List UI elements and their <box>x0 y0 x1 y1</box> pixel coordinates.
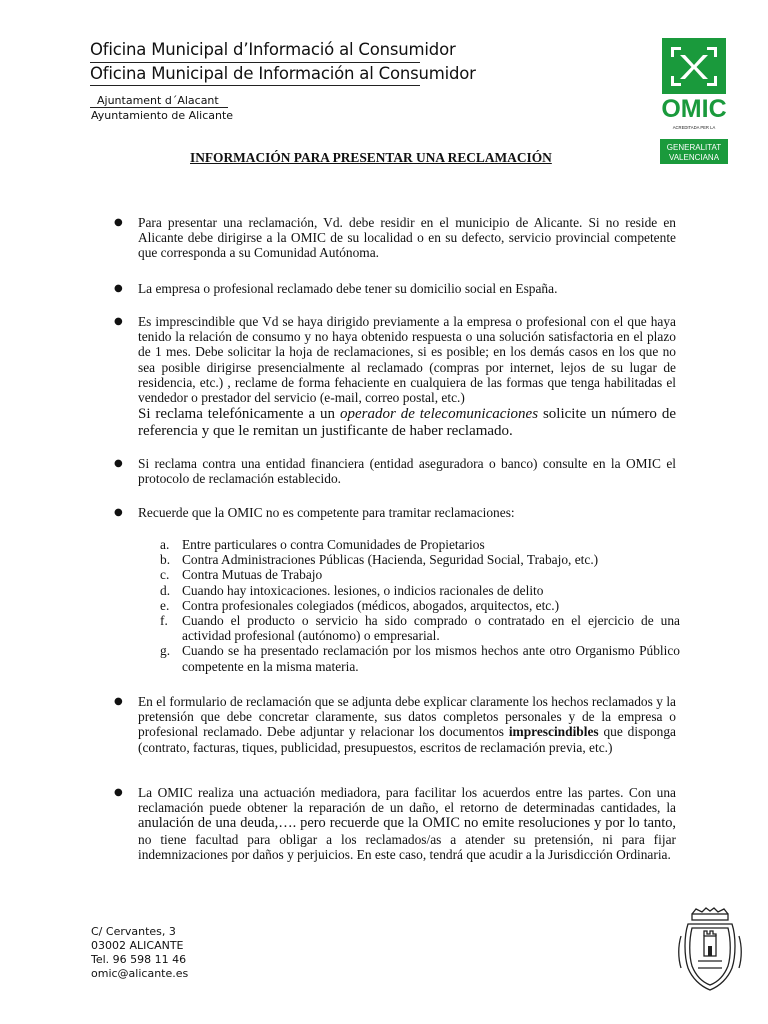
list-item <box>160 583 680 598</box>
list-item-text: Cuando hay intoxicaciones. lesiones, o indicios racionales de delito <box>182 582 544 598</box>
footer-address: C/ Cervantes, 3 <box>91 925 176 938</box>
list-item <box>160 643 680 673</box>
not-competent-list <box>160 537 680 674</box>
list-item <box>160 537 680 552</box>
header-line-2: Oficina Municipal de Información al Consumidor <box>90 64 476 83</box>
form-text-b: que disponga (contrato, facturas, tiques, publicidad, presupuestos, escritos de reclamación previa, etc.) <box>138 724 676 755</box>
bullet-icon: ● <box>114 458 123 469</box>
header-rule-3 <box>90 107 228 108</box>
paragraph-form <box>138 694 676 755</box>
omic-logo <box>658 38 730 166</box>
header-sub-2: Ayuntamiento de Alicante <box>91 109 234 122</box>
telecom-note-emphasis: operador de telecomunicaciones <box>339 406 539 423</box>
page-title: INFORMACIÓN PARA PRESENTAR UNA RECLAMACIÓN <box>190 150 552 165</box>
list-item <box>160 613 680 643</box>
footer-email: omic@alicante.es <box>91 967 189 980</box>
previous-claim-text: Es imprescindible que Vd se haya dirigido previamente a la empresa o profesional con el que haya tenido la relación de consumo y no haya obtenido respuesta o una solución satisfactoria en el plazo de 1 mes. Debe solicitar la hoja de reclamaciones, si es posible; en los demás casos en los que no sea posible dirigirse presencialmente al reclamado (compras por internet, lejos de su lugar de residencia, etc.) , reclame de forma fehaciente en cualquiera de las formas que tenga habilitadas el vendedor o prestador del servicio (e-mail, correo postal, etc.) <box>138 314 676 406</box>
list-item <box>160 567 680 582</box>
form-text-a: En el formulario de reclamación que se adjunta debe explicar claramente los hechos reclamados y la pretensión que debe concretar claramente, sus datos completos personales y de la empresa o profesional reclamado. Debe adjuntar y relacionar los documentos <box>138 694 676 740</box>
logo-badge-line1: GENERALITAT <box>666 143 722 152</box>
list-item-label: a. <box>160 537 170 552</box>
list-item-text: Entre particulares o contra Comunidades de Propietarios <box>182 537 485 552</box>
logo-badge-line2: VALENCIANA <box>668 153 720 162</box>
list-item-text: Contra profesionales colegiados (médicos, abogados, arquitectos, etc.) <box>182 597 560 613</box>
mediation-text-b: anulación de una deuda,…. pero recuerde que la OMIC no emite resoluciones y por lo tanto, <box>138 815 676 832</box>
logo-tagline: ACREDITADA PER LA <box>672 125 716 130</box>
list-item-label: d. <box>160 582 171 598</box>
paragraph-previous-claim <box>138 314 676 440</box>
bullet-icon: ● <box>114 507 123 518</box>
list-item-label: c. <box>160 567 170 583</box>
mediation-text-c: no tiene facultad para obligar a los reclamados/as a atender su pretensión, ni para fijar indemnizaciones por daños y perjuicios. En este caso, tendrá que acudir a la Jurisdicción Ordinaria. <box>138 831 676 862</box>
coat-of-arms-icon <box>678 906 742 994</box>
list-item-label: f. <box>160 613 168 629</box>
paragraph-residence: Para presentar una reclamación, Vd. debe residir en el municipio de Alicante. Si no reside en Alicante debe dirigirse a la OMIC de su localidad o en su defecto, servicio provincial competente que corresponda a su Comunidad Autónoma. <box>138 215 676 261</box>
header-rule-2 <box>90 85 420 86</box>
bullet-icon: ● <box>114 283 123 294</box>
list-item-label: e. <box>160 597 170 613</box>
header-sub-1: Ajuntament d´Alacant <box>97 94 219 107</box>
bullet-icon: ● <box>114 316 123 327</box>
list-item-text: Cuando se ha presentado reclamación por los mismos hechos ante otro Organismo Público competente en la misma materia. <box>182 643 680 674</box>
paragraph-financial: Si reclama contra una entidad financiera (entidad aseguradora o banco) consulte en la OMIC el protocolo de reclamación establecido. <box>138 456 676 487</box>
paragraph-not-competent: Recuerde que la OMIC no es competente para tramitar reclamaciones: <box>138 505 515 520</box>
bullet-icon: ● <box>114 217 123 228</box>
form-text-bold: imprescindibles <box>508 724 599 740</box>
telecom-note-pre: Si reclama telefónicamente a un <box>138 406 340 423</box>
paragraph-mediation <box>138 785 676 862</box>
header-line-1: Oficina Municipal d’Informació al Consumidor <box>90 40 456 59</box>
bullet-icon: ● <box>114 696 123 707</box>
footer-contact <box>91 925 188 981</box>
footer-phone: Tel. 96 598 11 46 <box>91 953 187 966</box>
list-item-label: g. <box>160 643 171 659</box>
bullet-icon: ● <box>114 787 123 798</box>
list-item <box>160 552 680 567</box>
header-rule-1 <box>90 62 420 63</box>
list-item-label: b. <box>160 552 171 568</box>
logo-name: OMIC <box>661 95 727 123</box>
telecom-note-post: solicite un número de referencia y que le remitan un justificante de haber reclamado. <box>138 406 676 440</box>
telecom-note <box>138 406 676 440</box>
list-item <box>160 598 680 613</box>
list-item-text: Cuando el producto o servicio ha sido comprado o contratado en el ejercicio de una actividad profesional (autónomo) o empresarial. <box>182 613 680 644</box>
list-item-text: Contra Mutuas de Trabajo <box>182 567 323 583</box>
paragraph-domicile: La empresa o profesional reclamado debe tener su domicilio social en España. <box>138 281 558 296</box>
mediation-text-a: La OMIC realiza una actuación mediadora, para facilitar los acuerdos entre las partes. Con una reclamación puede obtener la reparación de un daño, el retorno de determinadas cantidades, la <box>138 785 676 816</box>
list-item-text: Contra Administraciones Públicas (Hacienda, Seguridad Social, Trabajo, etc.) <box>182 552 599 568</box>
footer-city: 03002 ALICANTE <box>91 939 184 952</box>
